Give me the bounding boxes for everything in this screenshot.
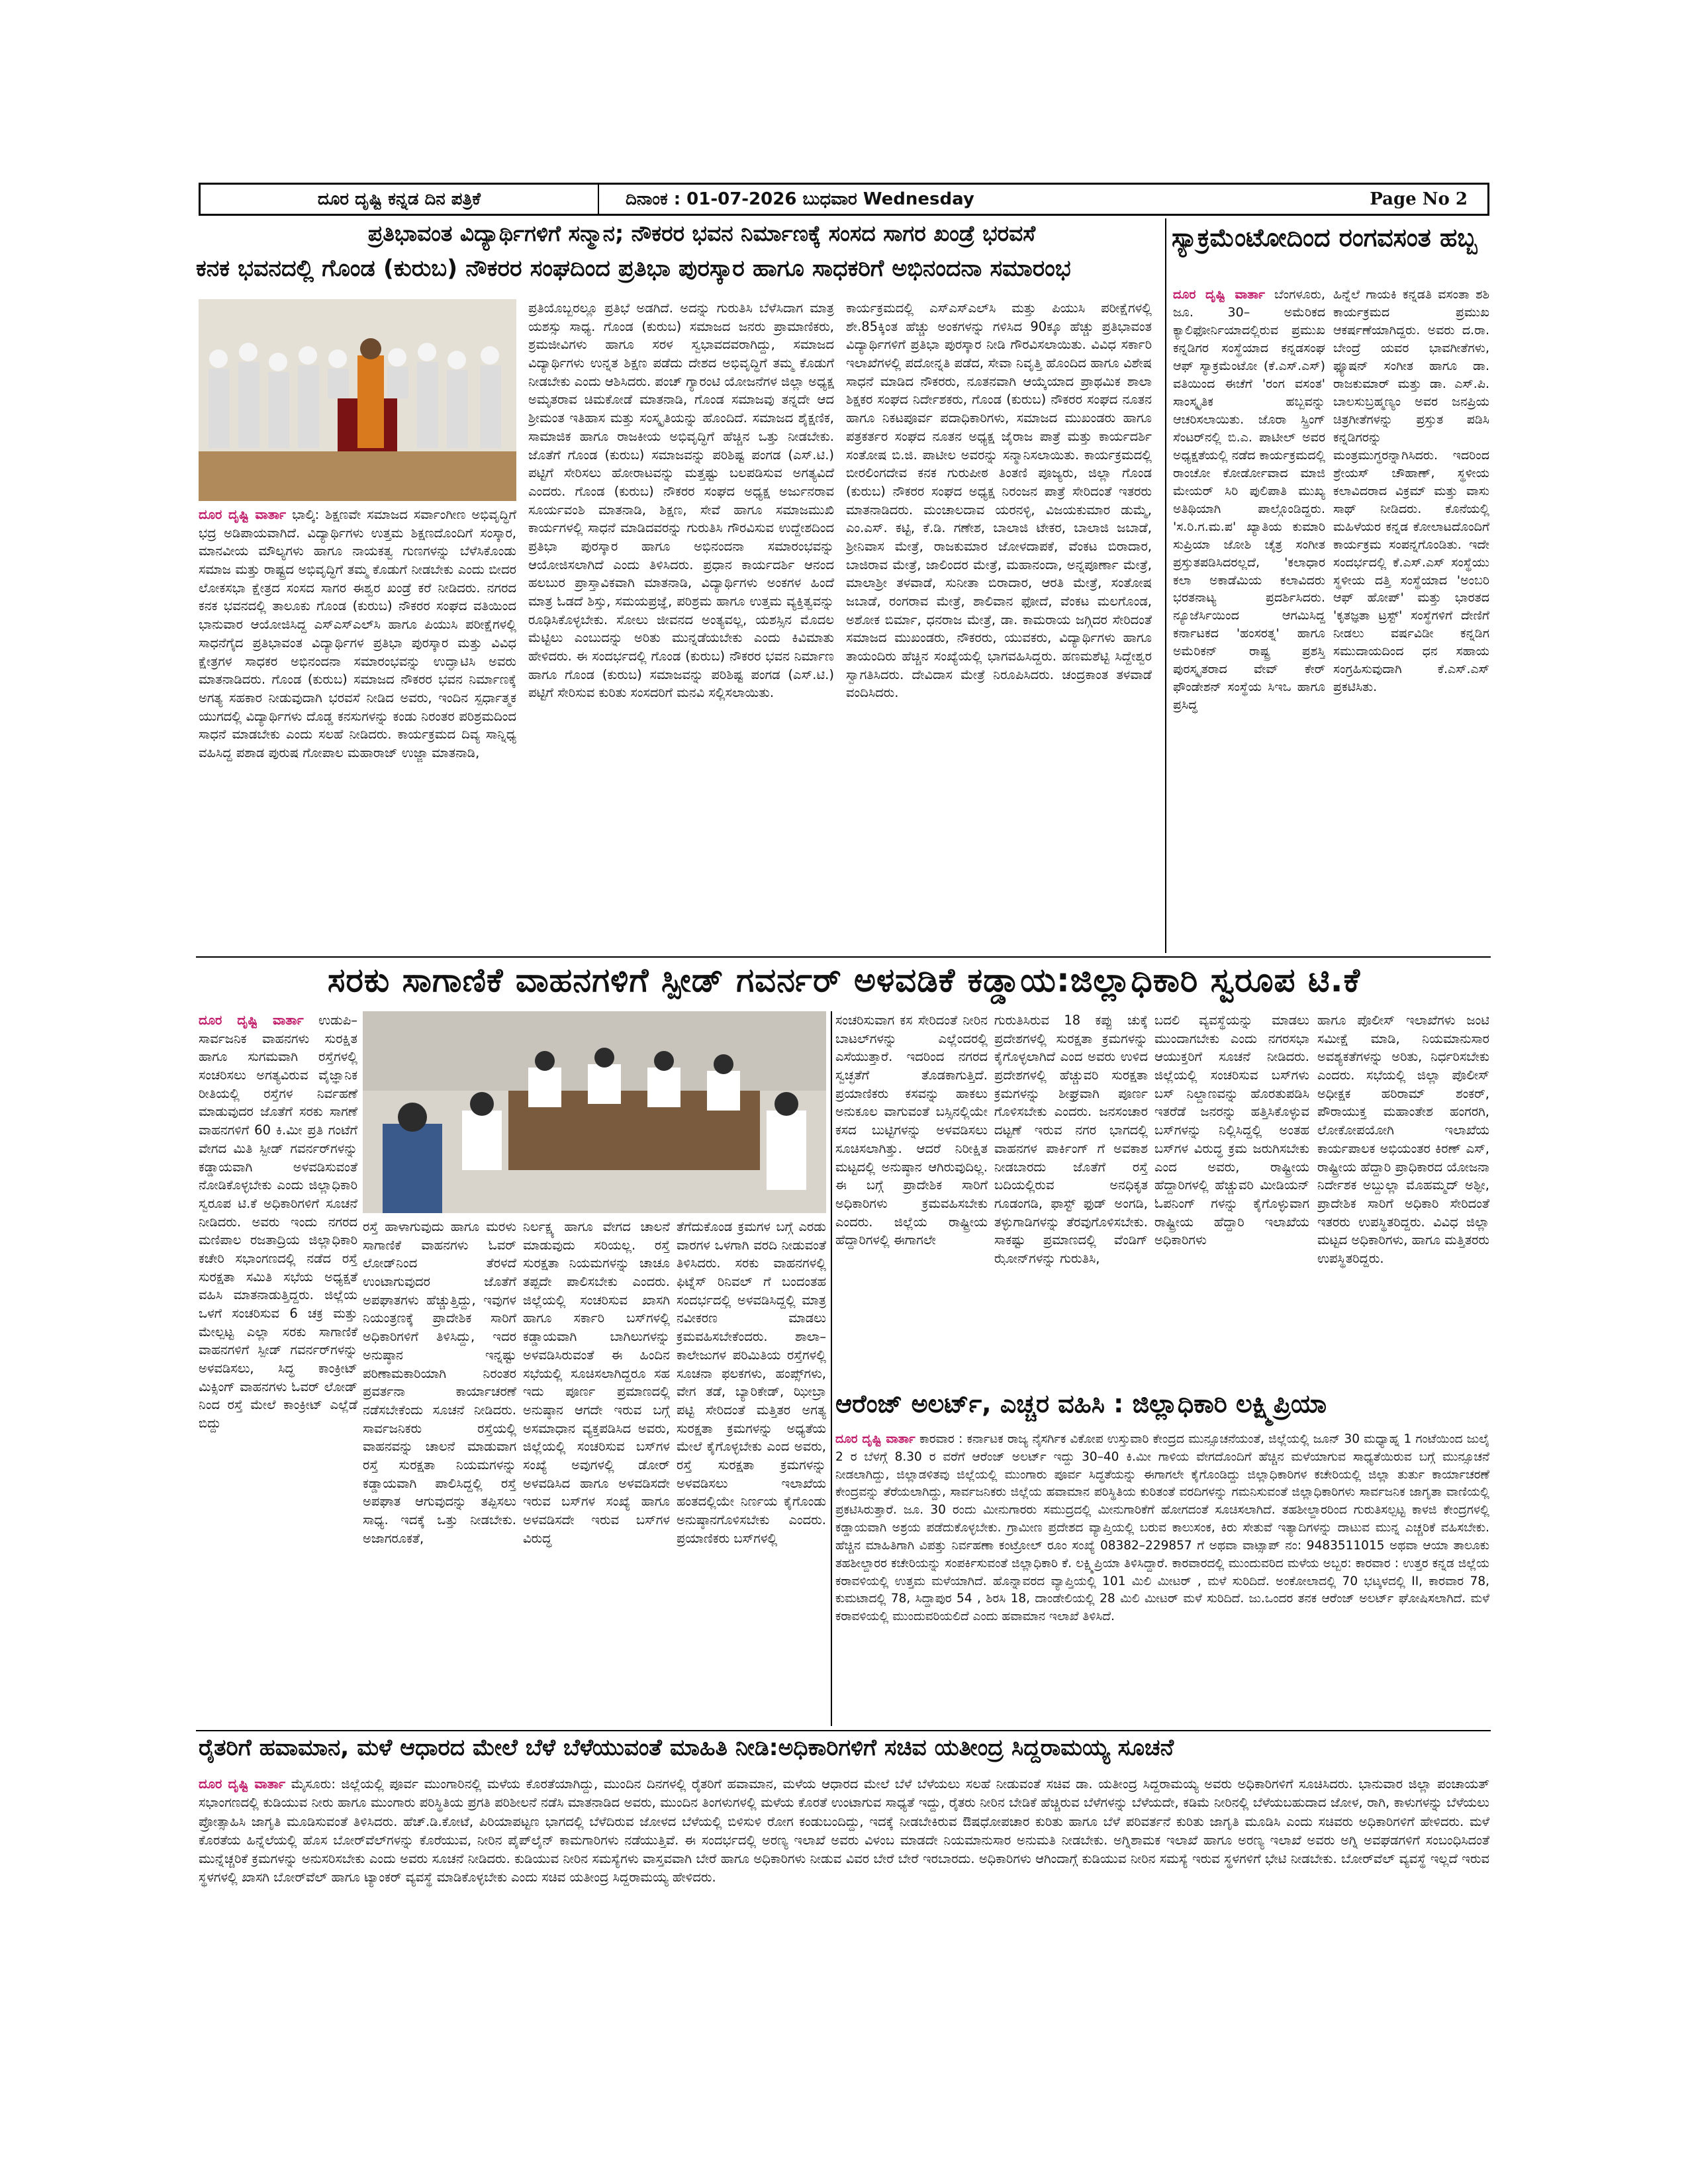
event-photo-image (199, 299, 516, 501)
story2-col-2: ಹಿನ್ನೆಲೆ ಗಾಯಕಿ ಕನ್ನಡತಿ ವಸಂತಾ ಶಶಿ ಕಾರ್ಯಕ್ರಮದ ಪ್ರಮುಖ ಆಕರ್ಷಣೆಯಾಗಿದ್ದರು. ಅವರು ದ.ರಾ. ಬೇಂದ್ರೆ ಯವರ ಭಾವಗೀತೆಗಳು, ಫ್ಯೂಷನ್ ಸಂಗೀತ ಹಾಗೂ ಡಾ. ರಾಜಕುಮಾರ್ ಮತ್ತು ಡಾ. ಎಸ್.ಪಿ. ಬಾಲಸುಬ್ರಹ್ಮಣ್ಯಂ ಅವರ ಜನಪ್ರಿಯ ಚಿತ್ರಗೀತೆಗಳನ್ನು ಪ್ರಸ್ತುತ ಪಡಿಸಿ ಕನ್ನಡಿಗರನ್ನು ಮಂತ್ರಮುಗ್ಧರನ್ನಾಗಿಸಿದರು. ಇದರಿಂದ ಶ್ರೇಯಸ್ ಚೌಹಾಣ್, ಸ್ಥಳೀಯ ಕಲಾವಿದರಾದ ವಿಕ್ರಮ್ ಮತ್ತು ವಾಸು ಸಾಥ್ ನೀಡಿದರು. ಕೊನೆಯಲ್ಲಿ ಮಹಿಳೆಯರ ಕನ್ನಡ ಕೋಲಾಟದೊಂದಿಗೆ ಕಾರ್ಯಕ್ರಮ ಸಂಪನ್ನಗೊಂಡಿತು. ಇದೇ ಸಂದರ್ಭದಲ್ಲಿ ಕೆ.ಎಸ್.ಎಸ್ ಸಂಸ್ಥೆಯು ಸ್ಥಳೀಯ ದತ್ತಿ ಸಂಸ್ಥೆಯಾದ 'ಅಂಬರಿ ಆಫ್ ಹೋಪ್' ಮತ್ತು ಭಾರತದ 'ಕೃತಜ್ಞತಾ ಟ್ರಸ್ಟ್' ಸಂಸ್ಥೆಗಳಿಗೆ ದೇಣಿಗೆ ನೀಡಲು ವರ್ಷವಿಡೀ ಕನ್ನಡಿಗ ಸಮುದಾಯದಿಂದ ಧನ ಸಹಾಯ ಸಂಗ್ರಹಿಸುವುದಾಗಿ ಕೆ.ಎಸ್.ಎಸ್ ಪ್ರಕಟಿಸಿತು. (1333, 287, 1489, 695)
event-photo (199, 299, 516, 501)
page-number: Page No 2 (1370, 189, 1468, 209)
story5-text: ಮೈಸೂರು: ಜಿಲ್ಲೆಯಲ್ಲಿ ಪೂರ್ವ ಮುಂಗಾರಿನಲ್ಲಿ ಮಳೆಯ ಕೊರತೆಯಾಗಿದ್ದು, ಮುಂದಿನ ದಿನಗಳಲ್ಲಿ ರೈತರಿಗೆ ಹವಾಮಾನ, ಮಳೆಯ ಆಧಾರದ ಮೇಲೆ ಬೆಳೆ ಬೆಳೆಯಲು ಸಲಹೆ ನೀಡುವಂತೆ ಸಚಿವ ಡಾ. ಯತೀಂದ್ರ ಸಿದ್ದರಾಮಯ್ಯ ಅವರು ಅಧಿಕಾರಿಗಳಿಗೆ ಸೂಚಿಸಿದರು. ಭಾನುವಾರ ಜಿಲ್ಲಾ ಪಂಚಾಯತ್ ಸಭಾಂಗಣದಲ್ಲಿ ಕುಡಿಯುವ ನೀರು ಹಾಗೂ ಮುಂಗಾರು ಪರಿಸ್ಥಿತಿಯ ಪ್ರಗತಿ ಪರಿಶೀಲನೆ ನಡೆಸಿ ಮಾತನಾಡಿದ ಅವರು, ಮುಂದಿನ ತಿಂಗಳುಗಳಲ್ಲಿ ಮಳೆಯ ಕೊರತೆ ಉಂಟಾಗುವ ಸಾಧ್ಯತೆ ಇದ್ದು, ರೈತರು ನೀರಿನ ಬೇಡಿಕೆ ಹೆಚ್ಚಿರುವ ಬೆಳೆಗಳನ್ನು ಬೆಳೆಯದೇ, ಕಡಿಮೆ ನೀರಿನಲ್ಲಿ ಬೆಳೆಯಬಹುದಾದ ಜೋಳ, ರಾಗಿ, ಕಾಳುಗಳನ್ನು ಬೆಳೆಯಲು ಪ್ರೋತ್ಸಾಹಿಸಿ ಜಾಗೃತಿ ಮೂಡಿಸುವಂತೆ ತಿಳಿಸಿದರು. ಹೆಚ್.ಡಿ.ಕೋಟೆ, ಪಿರಿಯಾಪಟ್ಟಣ ಭಾಗದಲ್ಲಿ ಬೆಳೆದಿರುವ ಜೋಳದ ಬೆಳೆಯಲ್ಲಿ ಬಿಳಿಸುಳಿ ರೋಗ ಕಂಡುಬಂದಿದ್ದು, ಇದಕ್ಕೆ ನೀಡಬೇಕಿರುವ ಔಷಧೋಪಚಾರ ಕುರಿತು ಹಾಗೂ ಬೆಳೆ ಪರಿವರ್ತನೆ ಕುರಿತು ಜಾಗೃತಿ ಮೂಡಿಸಿ ಎಂದು ಸಚಿವರು ಅಧಿಕಾರಿಗಳಿಗೆ ಹೇಳಿದರು. ಮಳೆ ಕೊರತೆಯ ಹಿನ್ನೆಲೆಯಲ್ಲಿ ಹೊಸ ಬೋರ್‌ವೆಲ್‌ಗಳನ್ನು ಕೊರೆಯುವ, ನೀರಿನ ಪೈಪ್‌ಲೈನ್ ಕಾಮಗಾರಿಗಳು ನಡೆಯುತ್ತಿವೆ. ಈ ಸಂದರ್ಭದಲ್ಲಿ ಅರಣ್ಯ ಇಲಾಖೆ ಅವರು ವಿಳಂಬ ಮಾಡದೇ ನಿಯಮಾನುಸಾರ ಅನುಮತಿ ನೀಡಬೇಕು. ಅಗ್ನಿಶಾಮಕ ಇಲಾಖೆ ಹಾಗೂ ಅರಣ್ಯ ಇಲಾಖೆ ಅವರು ಅಗ್ನಿ ಅವಘಡಗಳಿಗೆ ಸಂಬಂಧಿಸಿದಂತೆ ಮುನ್ನೆಚ್ಚರಿಕೆ ಕ್ರಮಗಳನ್ನು ಅನುಸರಿಸಬೇಕು ಎಂದು ಅವರು ಸೂಚನೆ ನೀಡಿದರು. ಕುಡಿಯುವ ನೀರಿನ ಸಮಸ್ಯೆಗಳು ವಾಸ್ತವವಾಗಿ ಬೇರೆ ಹಾಗೂ ಅಧಿಕಾರಿಗಳು ನೀಡುವ ವಿವರ ಬೇರೆ ಬೇರೆ ಇರಬಾರದು. ಅಧಿಕಾರಿಗಳು ಆಗಿಂದಾಗ್ಗೆ ಕುಡಿಯುವ ನೀರಿನ ಸಮಸ್ಯೆ ಇರುವ ಸ್ಥಳಗಳಿಗೆ ಭೇಟಿ ನೀಡಬೇಕು. ಬೋರ್‌ವೆಲ್ ವ್ಯವಸ್ಥೆ ಇಲ್ಲದೆ ಇರುವ ಸ್ಥಳಗಳಲ್ಲಿ ಖಾಸಗಿ ಬೋರ್‌ವೆಲ್ ಹಾಗೂ ಟ್ಯಾಂಕರ್ ವ್ಯವಸ್ಥೆ ಮಾಡಿಕೊಳ್ಳಬೇಕು ಎಂದು ಸಚಿವ ಯತೀಂದ್ರ ಸಿದ್ದರಾಮಯ್ಯ ಹೇಳಿದರು. (199, 1776, 1489, 1886)
byline: ದೂರ ದೃಷ್ಟಿ ವಾರ್ತಾ (199, 1013, 304, 1028)
story1-headline-1: ಪ್ರತಿಭಾವಂತ ವಿದ್ಯಾರ್ಥಿಗಳಿಗೆ ಸನ್ಮಾನ; ನೌಕರರ ಭವನ ನಿರ್ಮಾಣಕ್ಕೆ ಸಂಸದ ಸಾಗರ ಖಂಡ್ರೆ ಭರವಸೆ (367, 220, 1036, 246)
column-rule (831, 1011, 832, 1726)
column-rule (1165, 218, 1166, 953)
page-header (199, 183, 1489, 216)
story1-col1-text: ಭಾಲ್ಕಿ: ಶಿಕ್ಷಣವೇ ಸಮಾಜದ ಸರ್ವಾಂಗೀಣ ಅಭಿವೃದ್ಧಿಗೆ ಭದ್ರ ಅಡಿಪಾಯವಾಗಿದೆ. ವಿದ್ಯಾರ್ಥಿಗಳು ಉತ್ತಮ ಶಿಕ್ಷಣದೊಂದಿಗೆ ಸಂಸ್ಕಾರ, ಮಾನವೀಯ ಮೌಲ್ಯಗಳು ಹಾಗೂ ನಾಯಕತ್ವ ಗುಣಗಳನ್ನು ಬೆಳೆಸಿಕೊಂಡು ಸಮಾಜ ಮತ್ತು ರಾಷ್ಟ್ರದ ಅಭಿವೃದ್ಧಿಗೆ ತಮ್ಮ ಕೊಡುಗೆ ನೀಡಬೇಕು ಎಂದು ಬೀದರ ಲೋಕಸಭಾ ಕ್ಷೇತ್ರದ ಸಂಸದ ಸಾಗರ ಈಶ್ವರ ಖಂಡ್ರೆ ಕರೆ ನೀಡಿದರು. ನಗರದ ಕನಕ ಭವನದಲ್ಲಿ ತಾಲೂಕು ಗೊಂಡ (ಕುರುಬ) ನೌಕರರ ಸಂಘದ ವತಿಯಿಂದ ಭಾನುವಾರ ಆಯೋಜಿಸಿದ್ದ ಎಸ್‌ಎಸ್‌ಎಲ್‌ಸಿ ಹಾಗೂ ಪಿಯುಸಿ ಪರೀಕ್ಷೆಗಳಲ್ಲಿ ಸಾಧನೆಗೈದ ಪ್ರತಿಭಾವಂತ ವಿದ್ಯಾರ್ಥಿಗಳ ಪ್ರತಿಭಾ ಪುರಸ್ಕಾರ ಮತ್ತು ವಿವಿಧ ಕ್ಷೇತ್ರಗಳ ಸಾಧಕರ ಅಭಿನಂದನಾ ಸಮಾರಂಭವನ್ನು ಉದ್ಘಾಟಿಸಿ ಅವರು ಮಾತನಾಡಿದರು. ಗೊಂಡ (ಕುರುಬ) ಸಮಾಜದ ನೌಕರರ ಭವನ ನಿರ್ಮಾಣಕ್ಕೆ ಅಗತ್ಯ ಸಹಕಾರ ನೀಡುವುದಾಗಿ ಭರವಸೆ ನೀಡಿದ ಅವರು, ಇಂದಿನ ಸ್ಪರ್ಧಾತ್ಮಕ ಯುಗದಲ್ಲಿ ವಿದ್ಯಾರ್ಥಿಗಳು ದೊಡ್ಡ ಕನಸುಗಳನ್ನು ಕಂಡು ನಿರಂತರ ಪರಿಶ್ರಮದಿಂದ ಸಾಧನೆ ಮಾಡಬೇಕು ಎಂದು ಸಲಹೆ ನೀಡಿದರು. ಕಾರ್ಯಕ್ರಮದ ದಿವ್ಯ ಸಾನ್ನಿಧ್ಯ ವಹಿಸಿದ್ದ ಪಶಾಡ ಪುರುಷ ಗೋಪಾಲ ಮಹಾರಾಜ್ ಉಜ್ಜಾ ಮಾತನಾಡಿ, (199, 507, 516, 760)
story1-col-1 (199, 506, 516, 953)
date-line: ದಿನಾಂಕ : 01-07-2026 ಬುಧವಾರ Wednesday (626, 189, 974, 209)
story3-col-2: ರಸ್ತೆ ಹಾಳಾಗುವುದು ಹಾಗೂ ಮರಳು ಸಾಗಾಣಿಕೆ ವಾಹನಗಳು ಓವರ್ ಲೋಡ್‌ನಿಂದ ತೆರಳದೆ ಉಂಟಾಗುವುದರ ಜೊತೆಗೆ ಅಪಘಾತಗಳು ಹೆಚ್ಚುತ್ತಿದ್ದು, ಇವುಗಳ ನಿಯಂತ್ರಣಕ್ಕೆ ಪ್ರಾದೇಶಿಕ ಸಾರಿಗೆ ಅಧಿಕಾರಿಗಳಿಗೆ ತಿಳಿಸಿದ್ದು, ಇದರ ಅನುಷ್ಠಾನ ಇನ್ನಷ್ಟು ಪರಿಣಾಮಕಾರಿಯಾಗಿ ನಿರಂತರ ಪ್ರವರ್ತನಾ ಕಾರ್ಯಾಚರಣೆ ನಡೆಸಬೇಕೆಂದು ಸೂಚನೆ ನೀಡಿದರು. ಸಾರ್ವಜನಿಕರು ರಸ್ತೆಯಲ್ಲಿ ವಾಹನವನ್ನು ಚಾಲನೆ ಮಾಡುವಾಗ ರಸ್ತೆ ಸುರಕ್ಷತಾ ನಿಯಮಗಳನ್ನು ಕಡ್ಡಾಯವಾಗಿ ಪಾಲಿಸಿದ್ದಲ್ಲಿ ರಸ್ತೆ ಅಪಘಾತ ಆಗುವುದನ್ನು ತಪ್ಪಿಸಲು ಸಾಧ್ಯ. ಇದಕ್ಕೆ ಒತ್ತು ನೀಡಬೇಕು. ಅಜಾಗರೂಕತೆ, (363, 1219, 516, 1546)
story1-headline-2: ಕನಕ ಭವನದಲ್ಲಿ ಗೊಂಡ (ಕುರುಬ) ನೌಕರರ ಸಂಘದಿಂದ ಪ್ರತಿಭಾ ಪುರಸ್ಕಾರ ಹಾಗೂ ಸಾಧಕರಿಗೆ ಅಭಿನಂದನಾ ಸಮಾರಂಭ (196, 255, 1071, 282)
meeting-photo (363, 1011, 826, 1213)
story3-col-8: ಹಾಗೂ ಪೊಲೀಸ್ ಇಲಾಖೆಗಳು ಜಂಟಿ ಸಮೀಕ್ಷೆ ಮಾಡಿ, ನಿಯಮಾನುಸಾರ ಅವಶ್ಯಕತೆಗಳನ್ನು ಅರಿತು, ನಿರ್ಧರಿಸಬೇಕು ಎಂದರು. ಸಭೆಯಲ್ಲಿ ಜಿಲ್ಲಾ ಪೊಲೀಸ್ ಅಧೀಕ್ಷಕ ಹರಿರಾಮ್ ಶಂಕರ್, ಪೌರಾಯುಕ್ತ ಮಹಾಂತೇಶ ಹಂಗರಗಿ, ಲೋಕೋಪಯೋಗಿ ಇಲಾಖೆಯ ಕಾರ್ಯಪಾಲಕ ಅಭಿಯಂತರ ಕಿರಣ್ ಎಸ್, ರಾಷ್ಟ್ರೀಯ ಹೆದ್ದಾರಿ ಪ್ರಾಧಿಕಾರದ ಯೋಜನಾ ನಿರ್ದೇಶಕ ಅಬ್ದುಲ್ಲಾ ಮೊಹಮ್ಮದ್ ಅಶ್ಫೀ, ಪ್ರಾದೇಶಿಕ ಸಾರಿಗೆ ಅಧಿಕಾರಿ ಸೇರಿದಂತೆ ಇತರರು ಉಪಸ್ಥಿತರಿದ್ದರು. ವಿವಿಧ ಜಿಲ್ಲಾ ಮಟ್ಟದ ಅಧಿಕಾರಿಗಳು, ಹಾಗೂ ಮತ್ತಿತರರು ಉಪಸ್ಥಿತರಿದ್ದರು. (1317, 1013, 1489, 1266)
byline: ದೂರ ದೃಷ್ಟಿ ವಾರ್ತಾ (199, 507, 287, 522)
story3-col-5: ಸಂಚರಿಸುವಾಗ ಕಸ ಸೇರಿದಂತೆ ನೀರಿನ ಬಾಟಲ್‌ಗಳನ್ನು ಎಲ್ಲೆಂದರಲ್ಲಿ ಎಸೆಯುತ್ತಾರೆ. ಇದರಿಂದ ನಗರದ ಸ್ವಚ್ಛತೆಗೆ ತೊಡಕಾಗುತ್ತಿದೆ. ಪ್ರಯಾಣಿಕರು ಕಸವನ್ನು ಹಾಕಲು ಅನುಕೂಲ ವಾಗುವಂತೆ ಬಸ್ಸಿನಲ್ಲಿಯೇ ಕಸದ ಬುಟ್ಟಿಗಳನ್ನು ಅಳವಡಿಸಲು ಸೂಚಿಸಲಾಗಿತ್ತು. ಆದರೆ ನಿರೀಕ್ಷಿತ ಮಟ್ಟದಲ್ಲಿ ಅನುಷ್ಠಾನ ಆಗಿರುವುದಿಲ್ಲ. ಈ ಬಗ್ಗೆ ಪ್ರಾದೇಶಿಕ ಸಾರಿಗೆ ಅಧಿಕಾರಿಗಳು ಕ್ರಮವಹಿಸಬೇಕು ಎಂದರು. ಜಿಲ್ಲೆಯ ರಾಷ್ಟ್ರೀಯ ಹೆದ್ದಾರಿಗಳಲ್ಲಿ ಈಗಾಗಲೇ (835, 1013, 988, 1248)
story3-col-3: ನಿರ್ಲಕ್ಷ್ಯ ಹಾಗೂ ವೇಗದ ಚಾಲನೆ ಮಾಡುವುದು ಸರಿಯಲ್ಲ. ರಸ್ತೆ ಸುರಕ್ಷತಾ ನಿಯಮಗಳನ್ನು ಚಾಚೂ ತಪ್ಪದೇ ಪಾಲಿಸಬೇಕು ಎಂದರು. ಜಿಲ್ಲೆಯಲ್ಲಿ ಸಂಚರಿಸುವ ಖಾಸಗಿ ಹಾಗೂ ಸರ್ಕಾರಿ ಬಸ್‌ಗಳಲ್ಲಿ ಕಡ್ಡಾಯವಾಗಿ ಬಾಗಿಲುಗಳನ್ನು ಅಳವಡಿಸಿರುವಂತೆ ಈ ಹಿಂದಿನ ಸಭೆಯಲ್ಲಿ ಸೂಚಿಸಲಾಗಿದ್ದರೂ ಸಹ ಇದು ಪೂರ್ಣ ಪ್ರಮಾಣದಲ್ಲಿ ಅನುಷ್ಠಾನ ಆಗದೇ ಇರುವ ಬಗ್ಗೆ ಅಸಮಾಧಾನ ವ್ಯಕ್ತಪಡಿಸಿದ ಅವರು, ಜಿಲ್ಲೆಯಲ್ಲಿ ಸಂಚರಿಸುವ ಬಸ್‌ಗಳ ಸಂಖ್ಯೆ ಅವುಗಳಲ್ಲಿ ಡೋರ್ ಅಳವಡಿಸಿದ ಹಾಗೂ ಅಳವಡಿಸದೇ ಇರುವ ಬಸ್‌ಗಳ ಸಂಖ್ಯೆ ಹಾಗೂ ಅಳವಡಿಸದೇ ಇರುವ ಬಸ್‌ಗಳ ವಿರುದ್ಧ (523, 1219, 670, 1546)
story4-text: ಕಾರವಾರ : ಕರ್ನಾಟಕ ರಾಜ್ಯ ನೈಸರ್ಗಿಕ ವಿಕೋಪ ಉಸ್ತುವಾರಿ ಕೇಂದ್ರದ ಮುನ್ಸೂಚನೆಯಂತೆ, ಜಿಲ್ಲೆಯಲ್ಲಿ ಜೂನ್ 30 ಮಧ್ಯಾಹ್ನ 1 ಗಂಟೆಯಿಂದ ಜುಲೈ 2 ರ ಬೆಳಗ್ಗೆ 8.30 ರ ವರೆಗೆ ಆರೆಂಜ್ ಅಲರ್ಟ್ ಇದ್ದು 30–40 ಕಿ.ಮೀ ಗಾಳಿಯ ವೇಗದೊಂದಿಗೆ ಹೆಚ್ಚಿನ ಮಳೆಯಾಗುವ ಸಾಧ್ಯತೆಯಿರುವ ಬಗ್ಗೆ ಮುನ್ಸೂಚನೆ ನೀಡಲಾಗಿದ್ದು, ಜಿಲ್ಲಾಡಳಿತವು ಜಿಲ್ಲೆಯಲ್ಲಿ ಮುಂಗಾರು ಪೂರ್ವ ಸಿದ್ಧತೆಯನ್ನು ಈಗಾಗಲೇ ಕೈಗೊಂಡಿದ್ದು ಜಿಲ್ಲಾಧಿಕಾರಿಗಳ ಕಚೇರಿಯಲ್ಲಿ ಜಿಲ್ಲಾ ತುರ್ತು ಕಾರ್ಯಾಚರಣೆ ಕೇಂದ್ರವನ್ನು ತೆರೆಯಲಾಗಿದ್ದು, ಸಾರ್ವಜನಿಕರು ಜಿಲ್ಲೆಯ ಹವಾಮಾನ ಪರಿಸ್ಥಿತಿಯ ಕುರಿತಂತೆ ವರದಿಗಳನ್ನು ಗಮನಿಸುವಂತೆ ಜಿಲ್ಲಾಧಿಕಾರಿಗಳು ಸಾರ್ವಜನಿಕ ಜಾಗೃತಾ ವಾಣಿಯಲ್ಲಿ ಪ್ರಕಟಿಸಿರುತ್ತಾರೆ. ಜೂ. 30 ರಂದು ಮೀನುಗಾರರು ಸಮುದ್ರದಲ್ಲಿ ಮೀನುಗಾರಿಕೆಗೆ ಹೋಗದಂತೆ ಸೂಚಿಸಲಾಗಿದೆ. ತಹಶೀಲ್ದಾರರಿಂದ ಗುರುತಿಸಲ್ಪಟ್ಟ ಕಾಳಜಿ ಕೇಂದ್ರಗಳಲ್ಲಿ ಕಡ್ಡಾಯವಾಗಿ ಅಶ್ರಯ ಪಡೆದುಕೊಳ್ಳಬೇಕು. ಗ್ರಾಮೀಣ ಪ್ರದೇಶದ ವ್ಯಾಪ್ತಿಯಲ್ಲಿ ಬರುವ ಕಾಲುಸಂಕ, ಕಿರು ಸೇತುವೆ ಇತ್ಯಾದಿಗಳನ್ನು ದಾಟುವ ಮುನ್ನ ಎಚ್ಚರಿಕೆ ವಹಿಸಬೇಕು. ಹೆಚ್ಚಿನ ಮಾಹಿತಿಗಾಗಿ ವಿಪತ್ತು ನಿರ್ವಹಣಾ ಕಂಟ್ರೋಲ್ ರೂಂ ಸಂಖ್ಯೆ 08382–229857 ಗೆ ಅಥವಾ ವಾಟ್ಸಾಪ್ ನಂ: 9483511015 ಅಥವಾ ಆಯಾ ತಾಲೂಕು ತಹಶೀಲ್ದಾರರ ಕಚೇರಿಯನ್ನು ಸಂಪರ್ಕಿಸುವಂತೆ ಜಿಲ್ಲಾಧಿಕಾರಿ ಕೆ. ಲಕ್ಷ್ಮಿಪ್ರಿಯಾ ತಿಳಿಸಿದ್ದಾರೆ. ಕಾರವಾರದಲ್ಲಿ ಮುಂದುವರಿದ ಮಳೆಯ ಅಬ್ಬರ: ಕಾರವಾರ : ಉತ್ತರ ಕನ್ನಡ ಜಿಲ್ಲೆಯ ಕರಾವಳಿಯಲ್ಲಿ ಉತ್ತಮ ಮಳೆಯಾಗಿದೆ. ಹೊನ್ನಾವರದ ವ್ಯಾಪ್ತಿಯಲ್ಲಿ 101 ಮಿಲಿ ಮೀಟರ್ , ಮಳೆ ಸುರಿದಿದೆ. ಅಂಕೋಲಾದಲ್ಲಿ 70 ಭಟ್ಕಳದಲ್ಲಿ II, ಕಾರವಾರ 78, ಕುಮಟಾದಲ್ಲಿ 78, ಸಿದ್ದಾಪುರ 54 , ಶಿರಸಿ 18, ದಾಂಡೇಲಿಯಲ್ಲಿ 28 ಮಿಲಿ ಮೀಟರ್ ಮಳೆ ಸುರಿದಿದೆ. ಜು.ಒಂದರ ತನಕ ಆರೆಂಜ್ ಅಲರ್ಟ್ ಘೋಷಿಸಲಾಗಿದೆ. ಮಳೆ ಕರಾವಳಿಯಲ್ಲಿ ಮುಂದುವರಿಯಲಿದೆ ಎಂದು ಹವಾಮಾನ ಇಲಾಖೆ ತಿಳಿಸಿದೆ. (835, 1432, 1489, 1624)
section-rule (196, 1730, 1491, 1731)
byline: ದೂರ ದೃಷ್ಟಿ ವಾರ್ತಾ (835, 1432, 915, 1446)
story1-col-2: ಪ್ರತಿಯೊಬ್ಬರಲ್ಲೂ ಪ್ರತಿಭೆ ಅಡಗಿದೆ. ಅದನ್ನು ಗುರುತಿಸಿ ಬೆಳೆಸಿದಾಗ ಮಾತ್ರ ಯಶಸ್ಸು ಸಾಧ್ಯ. ಗೊಂಡ (ಕುರುಬ) ಸಮಾಜದ ಜನರು ಪ್ರಾಮಾಣಿಕರು, ಶ್ರಮಜೀವಿಗಳು ಹಾಗೂ ಸರಳ ಸ್ವಭಾವದವರಾಗಿದ್ದು, ಸಮಾಜದ ವಿದ್ಯಾರ್ಥಿಗಳು ಉನ್ನತ ಶಿಕ್ಷಣ ಪಡೆದು ದೇಶದ ಅಭಿವೃದ್ಧಿಗೆ ತಮ್ಮ ಕೊಡುಗೆ ನೀಡಬೇಕು ಎಂದು ಆಶಿಸಿದರು. ಪಂಚ್ ಗ್ಯಾರಂಟಿ ಯೋಜನೆಗಳ ಜಿಲ್ಲಾ ಅಧ್ಯಕ್ಷ ಅಮೃತರಾವ ಚಿಮಕೋಡೆ ಮಾತನಾಡಿ, ಗೊಂಡ ಸಮಾಜವು ತನ್ನದೇ ಆದ ಶ್ರೀಮಂತ ಇತಿಹಾಸ ಮತ್ತು ಸಂಸ್ಕೃತಿಯನ್ನು ಹೊಂದಿದೆ. ಸಮಾಜದ ಶೈಕ್ಷಣಿಕ, ಸಾಮಾಜಿಕ ಹಾಗೂ ರಾಜಕೀಯ ಅಭಿವೃದ್ಧಿಗೆ ಹೆಚ್ಚಿನ ಒತ್ತು ನೀಡಬೇಕು. ಜೊತೆಗೆ ಗೊಂಡ (ಕುರುಬ) ಸಮಾಜವನ್ನು ಪರಿಶಿಷ್ಟ ಪಂಗಡ (ಎಸ್.ಟಿ.) ಪಟ್ಟಿಗೆ ಸೇರಿಸಲು ಹೋರಾಟವನ್ನು ಮತ್ತಷ್ಟು ಬಲಪಡಿಸುವ ಅಗತ್ಯವಿದೆ ಎಂದರು. ಗೊಂಡ (ಕುರುಬ) ನೌಕರರ ಸಂಘದ ಅಧ್ಯಕ್ಷ ಅರ್ಜುನರಾವ ಸೂರ್ಯವಂಶಿ ಮಾತನಾಡಿ, ಶಿಕ್ಷಣ, ಸೇವೆ ಹಾಗೂ ಸಮಾಜಮುಖಿ ಕಾರ್ಯಗಳಲ್ಲಿ ಸಾಧನೆ ಮಾಡಿದವರನ್ನು ಗುರುತಿಸಿ ಗೌರವಿಸುವ ಉದ್ದೇಶದಿಂದ ಪ್ರತಿಭಾ ಪುರಸ್ಕಾರ ಹಾಗೂ ಅಭಿನಂದನಾ ಸಮಾರಂಭವನ್ನು ಆಯೋಜಿಸಲಾಗಿದೆ ಎಂದು ತಿಳಿಸಿದರು. ಪ್ರಧಾನ ಕಾರ್ಯದರ್ಶಿ ಆನಂದ ಹಲಬುರ ಪ್ರಾಸ್ತಾವಿಕವಾಗಿ ಮಾತನಾಡಿ, ವಿದ್ಯಾರ್ಥಿಗಳು ಅಂಕಗಳ ಹಿಂದೆ ಮಾತ್ರ ಓಡದೆ ಶಿಸ್ತು, ಸಮಯಪ್ರಜ್ಞೆ, ಪರಿಶ್ರಮ ಹಾಗೂ ಉತ್ತಮ ವ್ಯಕ್ತಿತ್ವವನ್ನು ರೂಢಿಸಿಕೊಳ್ಳಬೇಕು. ಸೋಲು ಜೀವನದ ಅಂತ್ಯವಲ್ಲ, ಯಶಸ್ಸಿನ ಮೊದಲ ಮೆಟ್ಟಿಲು ಎಂಬುದನ್ನು ಅರಿತು ಮುನ್ನಡೆಯಬೇಕು ಎಂದು ಕಿವಿಮಾತು ಹೇಳಿದರು. ಈ ಸಂದರ್ಭದಲ್ಲಿ ಗೊಂಡ (ಕುರುಬ) ನೌಕರರ ಭವನ ನಿರ್ಮಾಣ ಹಾಗೂ ಗೊಂಡ (ಕುರುಬ) ಸಮಾಜವನ್ನು ಪರಿಶಿಷ್ಟ ಪಂಗಡ (ಎಸ್.ಟಿ.) ಪಟ್ಟಿಗೆ ಸೇರಿಸುವ ಕುರಿತು ಸಂಸದರಿಗೆ ಮನವಿ ಸಲ್ಲಿಸಲಾಯಿತು. (528, 300, 834, 701)
byline: ದೂರ ದೃಷ್ಟಿ ವಾರ್ತಾ (1173, 287, 1266, 302)
story3-headline: ಸರಕು ಸಾಗಾಣಿಕೆ ವಾಹನಗಳಿಗೆ ಸ್ಪೀಡ್ ಗವರ್ನರ್ ಅಳವಡಿಕೆ ಕಡ್ಡಾಯ:ಜಿಲ್ಲಾಧಿಕಾರಿ ಸ್ವರೂಪ ಟಿ.ಕೆ (327, 961, 1361, 999)
story3-col-4: ತೆಗೆದುಕೊಂಡ ಕ್ರಮಗಳ ಬಗ್ಗೆ ಎರಡು ವಾರಗಳ ಒಳಗಾಗಿ ವರದಿ ನೀಡುವಂತೆ ತಿಳಿಸಿದರು. ಸರಕು ವಾಹನಗಳಲ್ಲಿ ಫಿಟ್ನೆಸ್ ರಿನಿವಲ್ ಗೆ ಬಂದಂತಹ ಸಂದರ್ಭದಲ್ಲಿ ಅಳವಡಿಸಿದ್ದಲ್ಲಿ ಮಾತ್ರ ನವೀಕರಣ ಮಾಡಲು ಕ್ರಮವಹಿಸಬೇಕೆಂದರು. ಶಾಲಾ–ಕಾಲೇಜುಗಳ ಪರಿಮಿತಿಯ ರಸ್ತೆಗಳಲ್ಲಿ ಸೂಚನಾ ಫಲಕಗಳು, ಹಂಪ್ಸ್‌ಗಳು, ವೇಗ ತಡೆ, ಬ್ಯಾರಿಕೇಡ್, ಝೀಬ್ರಾ ಪಟ್ಟಿ ಸೇರಿದಂತೆ ಮತ್ತಿತರ ಅಗತ್ಯ ಸುರಕ್ಷತಾ ಕ್ರಮಗಳನ್ನು ಅಧ್ಯತೆಯ ಮೇಲೆ ಕೈಗೊಳ್ಳಬೇಕು ಎಂದ ಅವರು, ರಸ್ತೆ ಸುರಕ್ಷತಾ ಕ್ರಮಗಳನ್ನು ಅಳವಡಿಸಲು ಇಲಾಖೆಯ ಹಂತದಲ್ಲಿಯೇ ನಿರ್ಣಯ ಕೈಗೊಂಡು ಅನುಷ್ಠಾನಗೊಳಿಸಬೇಕು ಎಂದರು. ಪ್ರಯಾಣಿಕರು ಬಸ್‌ಗಳಲ್ಲಿ (677, 1219, 826, 1546)
story3-col-7: ಬದಲಿ ವ್ಯವಸ್ಥೆಯನ್ನು ಮಾಡಲು ಮುಂದಾಗಬೇಕು ಎಂದು ನಗರಸಭಾ ಆಯುಕ್ತರಿಗೆ ಸೂಚನೆ ನೀಡಿದರು. ಜಿಲ್ಲೆಯಲ್ಲಿ ಸಂಚರಿಸುವ ಬಸ್‌ಗಳು ಬಸ್ ನಿಲ್ದಾಣವನ್ನು ಹೊರತುಪಡಿಸಿ ಇತರೆಡೆ ಜನರನ್ನು ಹತ್ತಿಸಿಕೊಳ್ಳುವ ಬಸ್‌ಗಳನ್ನು ನಿಲ್ಲಿಸಿದ್ದಲ್ಲಿ ಅಂತಹ ಬಸ್‌ಗಳ ವಿರುದ್ಧ ಕ್ರಮ ಜರುಗಿಸಬೇಕು ಎಂದ ಅವರು, ರಾಷ್ಟ್ರೀಯ ಹೆದ್ದಾರಿಗಳಲ್ಲಿ ಹೆಚ್ಚುವರಿ ಮೀಡಿಯನ್ ಓಪನಿಂಗ್ ಗಳನ್ನು ಕೈಗೊಳ್ಳುವಾಗ ರಾಷ್ಟ್ರೀಯ ಹೆದ್ದಾರಿ ಇಲಾಖೆಯ ಅಧಿಕಾರಿಗಳು (1154, 1013, 1309, 1248)
story5-headline: ರೈತರಿಗೆ ಹವಾಮಾನ, ಮಳೆ ಆಧಾರದ ಮೇಲೆ ಬೆಳೆ ಬೆಳೆಯುವಂತೆ ಮಾಹಿತಿ ನೀಡಿ:ಅಧಿಕಾರಿಗಳಿಗೆ ಸಚಿವ ಯತೀಂದ್ರ ಸಿದ್ದರಾಮಯ್ಯ ಸೂಚನೆ (199, 1735, 1174, 1761)
story4-body (835, 1431, 1489, 1726)
meeting-photo-image (363, 1011, 826, 1213)
byline: ದೂರ ದೃಷ್ಟಿ ವಾರ್ತಾ (199, 1776, 286, 1792)
paper-name: ದೂರ ದೃಷ್ಟಿ ಕನ್ನಡ ದಿನ ಪತ್ರಿಕೆ (201, 185, 599, 214)
story2-col1-text: ಬೆಂಗಳೂರು, ಜೂ. 30– ಅಮೆರಿಕದ ಕ್ಯಾಲಿಫೋರ್ನಿಯಾದಲ್ಲಿರುವ ಪ್ರಮುಖ ಕನ್ನಡಿಗರ ಸಂಸ್ಥೆಯಾದ ಕನ್ನಡಸಂಘ ಆಫ್ ಸ್ಯಾಕ್ರಮೆಂಟೋ (ಕೆ.ಎಸ್.ಎಸ್) ವತಿಯಿಂದ ಈಚೆಗೆ 'ರಂಗ ವಸಂತ' ಸಾಂಸ್ಕೃತಿಕ ಹಬ್ಬವನ್ನು ಆಚರಿಸಲಾಯಿತು. ಜೊರಾ ಸ್ಪ್ರಿಂಗ್ ಸೆಂಟರ್‌ನಲ್ಲಿ ಬಿ.ಎ. ಪಾಟೀಲ್ ಅವರ ಅಧ್ಯಕ್ಷತೆಯಲ್ಲಿ ನಡೆದ ಕಾರ್ಯಕ್ರಮದಲ್ಲಿ ರಾಂಚೋ ಕೋರ್ಡೋವಾದ ಮಾಜಿ ಮೇಯರ್ ಸಿರಿ ಪುಲಿಪಾತಿ ಮುಖ್ಯ ಅತಿಥಿಯಾಗಿ ಪಾಲ್ಗೊಂಡಿದ್ದರು. 'ಸ.ರಿ.ಗ.ಮ.ಪ' ಖ್ಯಾತಿಯ ಕುಮಾರಿ ಸುಪ್ರಿಯಾ ಜೋಶಿ ಚೈತ್ರ ಸಂಗೀತ ಪ್ರಸ್ತುತಪಡಿಸಿದರಲ್ಲದೆ, 'ಕಲಾಧಾರ ಕಲಾ ಅಕಾಡೆಮಿಯ ಕಲಾವಿದರು ಭರತನಾಟ್ಯ ಪ್ರದರ್ಶಿಸಿದರು. ನ್ಯೂಜೆರ್ಸಿಯಿಂದ ಆಗಮಿಸಿದ್ದ ಕರ್ನಾಟಕದ 'ಹಂಸರತ್ನ' ಹಾಗೂ ಅಮೆರಿಕನ್ ರಾಷ್ಟ್ರ ಪ್ರಶಸ್ತಿ ಪುರಸ್ಕೃತರಾದ ವೇವ್ ಕೇರ್ ಫೌಂಡೇಶನ್ ಸಂಸ್ಥೆಯ ಸಿಇಒ ಹಾಗೂ ಪ್ರಸಿದ್ಧ (1173, 287, 1325, 713)
story2-col-1 (1173, 286, 1325, 953)
section-rule (196, 956, 1491, 958)
story3-col-6: ಗುರುತಿಸಿರುವ 18 ಕಪ್ಪು ಚುಕ್ಕೆ ಪ್ರದೇಶಗಳಲ್ಲಿ ಸುರಕ್ಷತಾ ಕ್ರಮಗಳನ್ನು ಕೈಗೊಳ್ಳಲಾಗಿದೆ ಎಂದ ಅವರು ಉಳಿದ ಪ್ರದೇಶಗಳಲ್ಲಿ ಹೆಚ್ಚುವರಿ ಸುರಕ್ಷತಾ ಕ್ರಮಗಳನ್ನು ಶೀಘ್ರವಾಗಿ ಪೂರ್ಣ ಗೊಳಿಸಬೇಕು ಎಂದರು. ಜನಸಂಚಾರ ದಟ್ಟಣೆ ಇರುವ ನಗರ ಭಾಗದಲ್ಲಿ ವಾಹನಗಳ ಪಾರ್ಕಿಂಗ್ ಗೆ ಅವಕಾಶ ನೀಡಬಾರದು ಜೊತೆಗೆ ರಸ್ತೆ ಬದಿಯಲ್ಲಿರುವ ಅನಧಿಕೃತ ಗೂಡಂಗಡಿ, ಫಾಸ್ಟ್ ಫುಡ್ ಅಂಗಡಿ, ತಳ್ಳುಗಾಡಿಗಳನ್ನು ತೆರವುಗೊಳಿಸಬೇಕು. ಸಾಕಷ್ಟು ಪ್ರಮಾಣದಲ್ಲಿ ವೆಂಡಿಗ್ ಝೋನ್‌ಗಳನ್ನು ಗುರುತಿಸಿ, (994, 1013, 1148, 1266)
story4-headline: ಆರೆಂಜ್ ಅಲರ್ಟ್, ಎಚ್ಚರ ವಹಿಸಿ : ಜಿಲ್ಲಾಧಿಕಾರಿ ಲಕ್ಷ್ಮಿಪ್ರಿಯಾ (835, 1389, 1327, 1418)
story2-headline: ಸ್ಯಾಕ್ರಮೆಂಟೋದಿಂದ ರಂಗವಸಂತ ಹಬ್ಬ (1172, 223, 1477, 252)
story1-col-3: ಕಾರ್ಯಕ್ರಮದಲ್ಲಿ ಎಸ್‌ಎಸ್‌ಎಲ್‌ಸಿ ಮತ್ತು ಪಿಯುಸಿ ಪರೀಕ್ಷೆಗಳಲ್ಲಿ ಶೇ.85ಕ್ಕಿಂತ ಹೆಚ್ಚು ಅಂಕಗಳನ್ನು ಗಳಿಸಿದ 90ಕ್ಕೂ ಹೆಚ್ಚು ಪ್ರತಿಭಾವಂತ ವಿದ್ಯಾರ್ಥಿಗಳಿಗೆ ಪ್ರತಿಭಾ ಪುರಸ್ಕಾರ ನೀಡಿ ಗೌರವಿಸಲಾಯಿತು. ವಿವಿಧ ಸರ್ಕಾರಿ ಇಲಾಖೆಗಳಲ್ಲಿ ಪದೋನ್ನತಿ ಪಡೆದ, ಸೇವಾ ನಿವೃತ್ತಿ ಹೊಂದಿದ ಹಾಗೂ ವಿಶೇಷ ಸಾಧನೆ ಮಾಡಿದ ನೌಕರರು, ನೂತನವಾಗಿ ಆಯ್ಕೆಯಾದ ಪ್ರಾಥಮಿಕ ಶಾಲಾ ಶಿಕ್ಷಕರ ಸಂಘದ ನಿರ್ದೇಶಕರು, ಗೊಂಡ (ಕುರುಬ) ನೌಕರರ ಸಂಘದ ನೂತನ ಹಾಗೂ ನಿಕಟಪೂರ್ವ ಪದಾಧಿಕಾರಿಗಳು, ಸಮಾಜದ ಮುಖಂಡರು ಹಾಗೂ ಪತ್ರಕರ್ತರ ಸಂಘದ ನೂತನ ಅಧ್ಯಕ್ಷ ಜೈರಾಜ ಪಾತ್ರೆ ಮತ್ತು ಕಾರ್ಯದರ್ಶಿ ಸಂತೋಷ ಬಿ.ಜಿ. ಪಾಟೀಲ ಅವರನ್ನು ಸನ್ಮಾನಿಸಲಾಯಿತು. ಕಾರ್ಯಕ್ರಮದಲ್ಲಿ ಬೀರಲಿಂಗದೇವ ಕನಕ ಗುರುಪೀಠ ತಿಂತಣಿ ಪೂಜ್ಯರು, ಜಿಲ್ಲಾ ಗೊಂಡ (ಕುರುಬ) ನೌಕರರ ಸಂಘದ ಅಧ್ಯಕ್ಷ ನಿರಂಜನ ಪಾತ್ರೆ ಸೇರಿದಂತೆ ಇತರರು ಮಾತನಾಡಿದರು. ಮಂಚಾಲದಾವ ಯರನಳ್ಳಿ, ವಿಜಯಕುಮಾರ ಡುಮ್ಮೆ, ಎಂ.ಎಸ್. ಕಟ್ಟಿ, ಕೆ.ಡಿ. ಗಣೇಶ, ಬಾಲಾಜಿ ಟೇಕರ, ಬಾಲಾಜಿ ಜಬಾಡೆ, ಶ್ರೀನಿವಾಸ ಮೇತ್ರೆ, ರಾಜಕುಮಾರ ಜೋಳದಾಪಕೆ, ವೆಂಕಟ ಬಿರಾದಾರ, ಬಾಜಿರಾವ ಮೇತ್ರೆ, ಜಾಲಿಂದರ ಮೇತ್ರೆ, ಮಹಾನಂದಾ, ಅನ್ನಪೂರ್ಣಾ ಮೇತ್ರೆ, ಮಾಲಾಶ್ರೀ ತಳವಾಡೆ, ಸುನೀತಾ ಬಿರಾದಾರ, ಆರತಿ ಮೇತ್ರೆ, ಸಂತೋಷ ಜಬಾಡೆ, ರಂಗರಾವ ಮೇತ್ರೆ, ಶಾಲಿವಾನ ಫೋದೆ, ವೆಂಕಟ ಮಲಗೊಂಡ, ಅಶೋಕ ಬಿರ್ಮಾ, ಧನರಾಜ ಮೇತ್ರೆ, ಡಾ. ಕಾಮರಾಯ ಜಗ್ಗಿದರ ಸೇರಿದಂತೆ ಸಮಾಜದ ಮುಖಂಡರು, ನೌಕರರು, ಯುವಕರು, ವಿದ್ಯಾರ್ಥಿಗಳು ಹಾಗೂ ತಾಯಂದಿರು ಹೆಚ್ಚಿನ ಸಂಖ್ಯೆಯಲ್ಲಿ ಭಾಗವಹಿಸಿದ್ದರು. ಹಣಮಶೆಟ್ಟಿ ಸಿದ್ದೇಶ್ವರ ಸ್ವಾಗತಿಸಿದರು. ದೇವಿದಾಸ ಮೇತ್ರೆ ನಿರೂಪಿಸಿದರು. ಚಂದ್ರಕಾಂತ ತಳವಾಡೆ ವಂದಿಸಿದರು. (846, 300, 1152, 701)
story5-body (199, 1775, 1489, 2000)
story3-col1-text: ಉಡುಪಿ– ಸಾರ್ವಜನಿಕ ವಾಹನಗಳು ಸುರಕ್ಷಿತ ಹಾಗೂ ಸುಗಮವಾಗಿ ರಸ್ತೆಗಳಲ್ಲಿ ಸಂಚರಿಸಲು ಅಗತ್ಯವಿರುವ ವೈಜ್ಞಾನಿಕ ರೀತಿಯಲ್ಲಿ ರಸ್ತೆಗಳ ನಿರ್ವಹಣೆ ಮಾಡುವುದರ ಜೊತೆಗೆ ಸರಕು ಸಾಗಣೆ ವಾಹನಗಳಿಗೆ 60 ಕಿ.ಮೀ ಪ್ರತಿ ಗಂಟೆಗೆ ವೇಗದ ಮಿತಿ ಸ್ಪೀಡ್ ಗವರ್ನರ್‌ಗಳನ್ನು ಕಡ್ಡಾಯವಾಗಿ ಅಳವಡಿಸುವಂತೆ ನೋಡಿಕೊಳ್ಳಬೇಕು ಎಂದು ಜಿಲ್ಲಾಧಿಕಾರಿ ಸ್ವರೂಪ ಟಿ.ಕೆ ಅಧಿಕಾರಿಗಳಿಗೆ ಸೂಚನೆ ನೀಡಿದರು. ಅವರು ಇಂದು ನಗರದ ಮಣಿಪಾಲ ರಜತಾದ್ರಿಯ ಜಿಲ್ಲಾಧಿಕಾರಿ ಕಚೇರಿ ಸಭಾಂಗಣದಲ್ಲಿ ನಡೆದ ರಸ್ತೆ ಸುರಕ್ಷತಾ ಸಮಿತಿ ಸಭೆಯ ಅಧ್ಯಕ್ಷತೆ ವಹಿಸಿ ಮಾತನಾಡುತ್ತಿದ್ದರು. ಜಿಲ್ಲೆಯ ಒಳಗೆ ಸಂಚರಿಸುವ 6 ಚಕ್ರ ಮತ್ತು ಮೇಲ್ಪಟ್ಟ ಎಲ್ಲಾ ಸರಕು ಸಾಗಾಣಿಕೆ ವಾಹನಗಳಿಗೆ ಸ್ಪೀಡ್ ಗವರ್ನರ್‌ಗಳನ್ನು ಅಳವಡಿಸಲು, ಸಿದ್ಧ ಕಾಂಕ್ರೀಟ್ ಮಿಕ್ಸಿಂಗ್ ವಾಹನಗಳು ಓವರ್ ಲೋಡ್ ನಿಂದ ರಸ್ತೆ ಮೇಲೆ ಕಾಂಕ್ರೀಟ್ ಎಲ್ಲೆಡೆ ಬಿದ್ದು (199, 1013, 357, 1432)
story3-col-1 (199, 1011, 357, 1726)
